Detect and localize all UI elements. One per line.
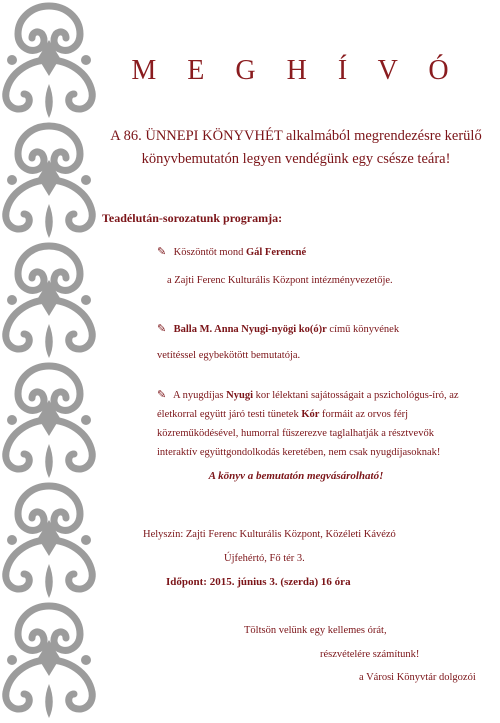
intro-line-2: könyvbemutatón legyen vendégünk egy csésze teára! (141, 151, 451, 167)
program-item-book-presentation: ✎ Balla M. Anna Nyugi-nyögi ko(ó)r című könyvének vetítéssel egybekötött bemutatója. (157, 316, 399, 369)
book-author-title: Balla M. Anna Nyugi-nyögi ko(ó)r (173, 324, 327, 335)
closing-signature: a Városi Könyvtár dolgozói (359, 672, 476, 683)
program-item-welcome: ✎ Köszöntőt mond Gál Ferencné a Zajti Ferenc Kulturális Központ intézményvezetője. (157, 238, 393, 295)
speaker-name: Gál Ferencné (245, 247, 307, 258)
location-text: Helyszín: Zajti Ferenc Kulturális Központ, Közéleti Kávézó (143, 529, 396, 540)
time-text: Időpont: 2015. június 3. (szerda) 16 óra (166, 576, 351, 588)
address-text: Újfehértó, Fő tér 3. (224, 553, 305, 564)
ornamental-border (0, 0, 98, 723)
purchase-note: A könyv a bemutatón megvásárolható! (208, 470, 384, 482)
intro-line-1: A 86. ÜNNEPI KÖNYVHÉT alkalmából megrendezésre kerülő (110, 128, 482, 144)
closing-line-2: részvételére számítunk! (320, 649, 420, 660)
intro-text (100, 125, 492, 171)
floral-ornament-icon (0, 0, 98, 723)
quill-pen-icon: ✎ (157, 323, 167, 335)
closing-line-1: Töltsön velünk egy kellemes órát, (244, 625, 387, 636)
invitation-content (100, 0, 492, 723)
invitation-title: M E G H Í V Ó (131, 55, 461, 86)
program-item-discussion: ✎ A nyugdíjas Nyugi kor lélektani sajátosságait a pszichológus-író, az életkorral együtt járó testi tünetek Kór formáit az orvos férj közreműködésével, humorral fűszerezve taglalhatják a résztvevők interaktív együttgondolkodás keretében, nem csak nyugdíjasoknak! (157, 386, 459, 462)
program-title: Teadélután-sorozatunk programja: (102, 211, 283, 225)
quill-pen-icon: ✎ (157, 246, 167, 258)
quill-pen-icon: ✎ (157, 389, 167, 401)
